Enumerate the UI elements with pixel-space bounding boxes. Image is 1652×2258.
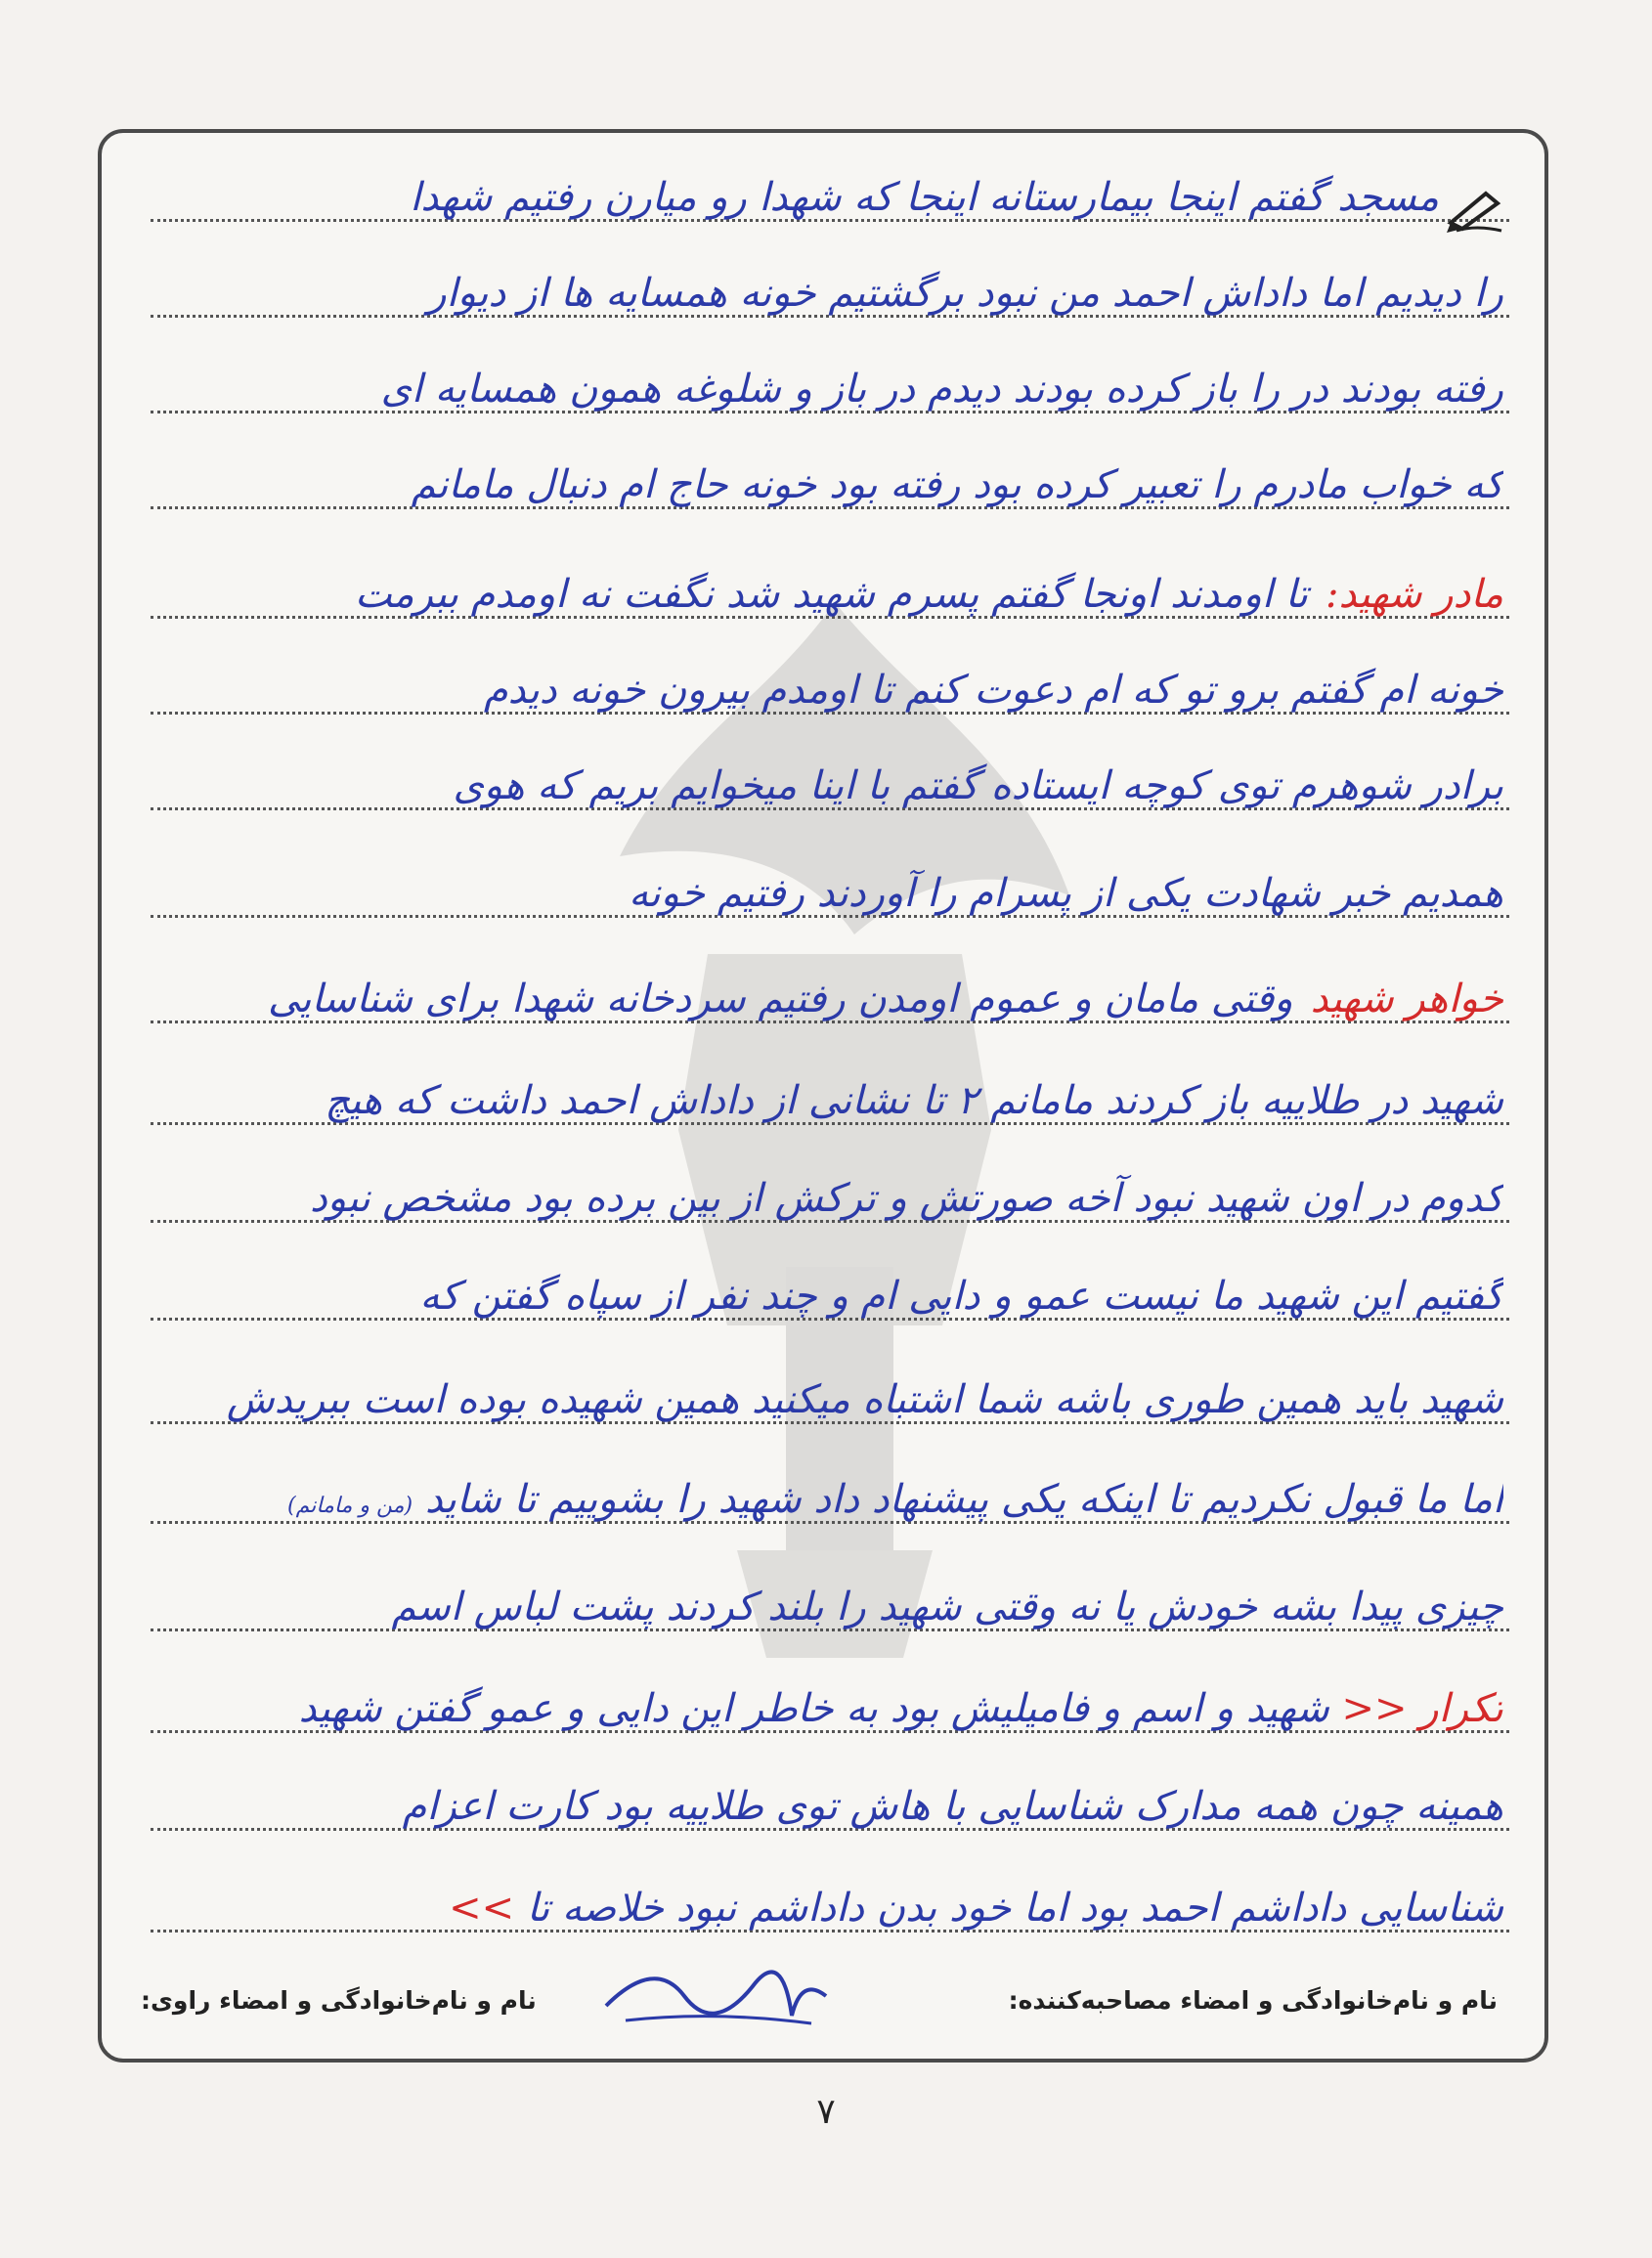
mother-label: مادر شهید: <box>1326 572 1503 617</box>
repeat-mark: تکرار <box>1419 1686 1503 1731</box>
handwritten-page <box>98 129 1548 2063</box>
text-line-16 <box>149 1685 1503 1732</box>
text-line-14 <box>149 1476 1503 1530</box>
text-line-9 <box>149 976 1503 1022</box>
page-number: ۷ <box>816 2092 836 2132</box>
text-line-1: مسجد گفتم اینجا بیمارستانه اینجا که شهدا رو میارن رفتیم شهدا <box>410 175 1439 220</box>
text-line-11: کدوم در اون شهید نبود آخه صورتش و ترکش از بین برده بود مشخص نبود <box>310 1176 1503 1221</box>
text-line-18-body: شناسایی داداشم احمد بود اما خود بدن داداشم نبود خلاصه تا <box>526 1886 1503 1931</box>
text-line-9-body: وقتی مامان و عموم اومدن رفتیم سردخانه شهدا برای شناسایی <box>268 977 1293 1021</box>
text-line-16-body: شهید و اسم و فامیلیش بود به خاطر این دایی و عمو گفتن شهید <box>298 1686 1329 1731</box>
margin-note: (من و مامانم) <box>287 1494 413 1518</box>
text-line-17: همینه چون همه مدارک شناسایی با هاش توی طلاییه بود کارت اعزام <box>402 1784 1503 1829</box>
text-line-5-body: تا اومدند اونجا گفتم پسرم شهید شد نگفت نه اومدم ببرمت <box>354 572 1309 617</box>
text-line-14-body: اما ما قبول نکردیم تا اینکه یکی پیشنهاد داد شهید را بشوییم تا شاید <box>424 1477 1503 1522</box>
quote-mark-close: >> <box>449 1886 515 1931</box>
sister-label: خواهر شهید <box>1310 977 1503 1021</box>
signature-mark <box>596 1937 831 2035</box>
text-line-4: که خواب مادرم را تعبیر کرده بود رفته بود خونه حاج ام دنبال مامانم <box>411 462 1503 507</box>
text-line-8: همدیم خبر شهادت یکی از پسرام را آوردند رفتیم خونه <box>629 871 1503 916</box>
text-line-5 <box>149 571 1503 618</box>
text-line-15: چیزی پیدا بشه خودش یا نه وقتی شهید را بلند کردند پشت لباس اسم <box>391 1585 1503 1629</box>
interviewer-signature-label: نام و نام‌خانوادگی و امضاء مصاحبه‌کننده: <box>1008 1986 1498 2015</box>
text-line-12: گفتیم این شهید ما نیست عمو و دایی ام و چند نفر از سپاه گفتن که <box>419 1274 1503 1319</box>
narrator-signature-label: نام و نام‌خانوادگی و امضاء راوی: <box>141 1986 537 2015</box>
text-line-6: خونه ام گفتم برو تو که ام دعوت کنم تا اومدم بیرون خونه دیدم <box>483 668 1503 713</box>
footer-signature-row <box>141 1937 1505 2045</box>
text-line-18 <box>149 1885 1503 1932</box>
text-line-2: را دیدیم اما داداش احمد من نبود برگشتیم خونه همسایه ها از دیوار <box>427 271 1503 316</box>
pen-writing-icon <box>1447 188 1505 233</box>
text-line-13: شهید باید همین طوری باشه شما اشتباه میکنید همین شهیده بوده است ببریدش <box>226 1377 1503 1422</box>
text-line-10: شهید در طلاییه باز کردند مامانم ۲ تا نشانی از داداش احمد داشت که هیچ <box>325 1078 1503 1123</box>
quote-mark-open: << <box>1341 1686 1408 1731</box>
text-line-7: برادر شوهرم توی کوچه ایستاده گفتم با اینا میخوایم بریم که هوی <box>453 763 1503 808</box>
text-line-3: رفته بودند در را باز کرده بودند دیدم در باز و شلوغه همون همسایه ای <box>380 367 1503 412</box>
